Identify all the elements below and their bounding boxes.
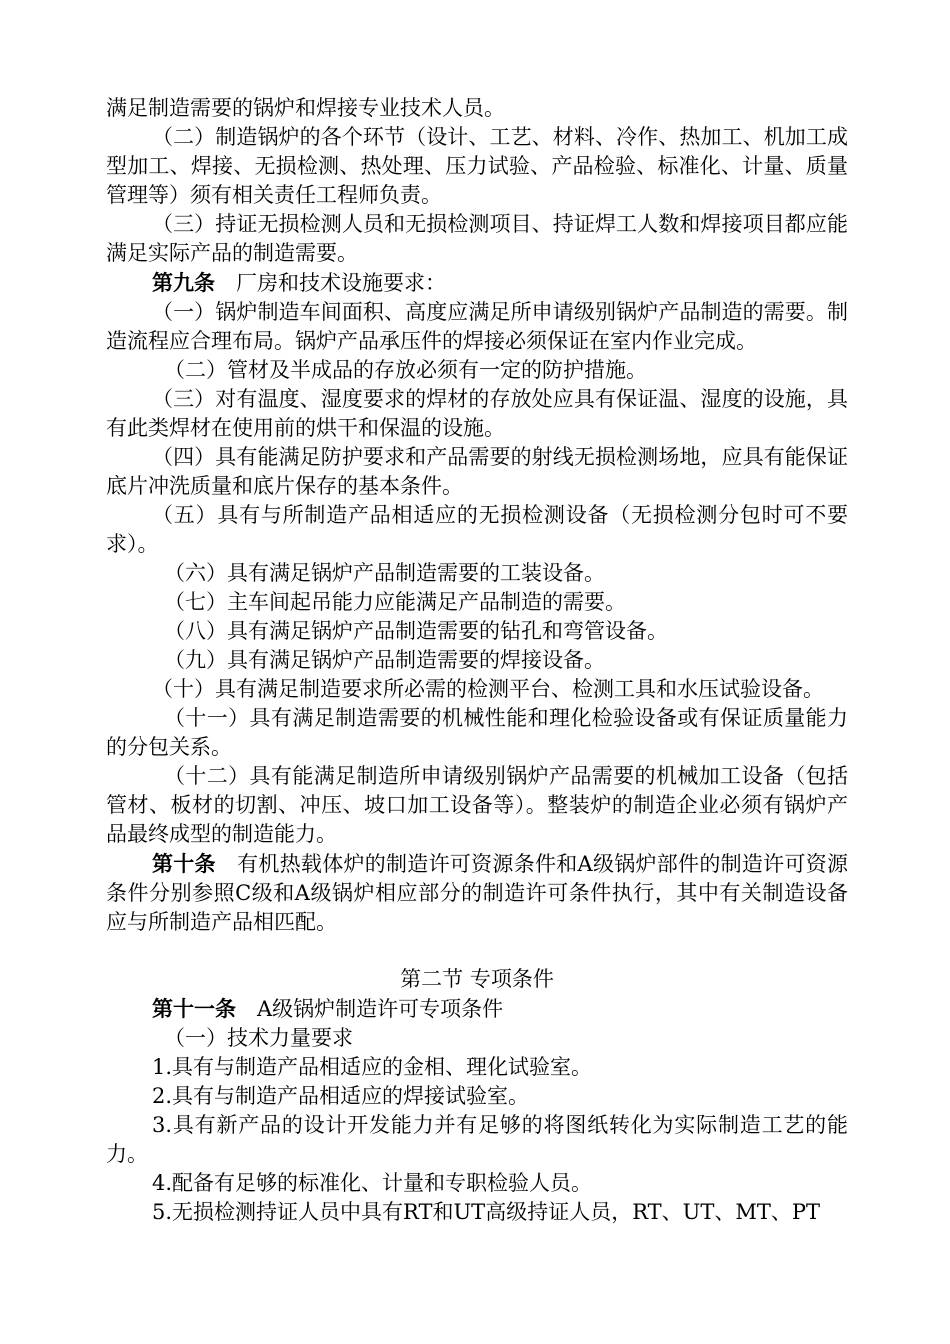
paragraph-text: （十一）具有满足制造需要的机械性能和理化检验设备或有保证质量能力的分包关系。	[106, 706, 848, 759]
paragraph-q2	[106, 1024, 848, 1053]
paragraph-text: （十二）具有能满足制造所申请级别锅炉产品需要的机械加工设备（包括管材、板材的切割、冲压、坡口加工设备等）。整装炉的制造企业必须有锅炉产品最终成型的制造能力。	[106, 764, 848, 846]
paragraph-text: 4.配备有足够的标准化、计量和专职检验人员。	[152, 1171, 593, 1195]
paragraph-text: （三）持证无损检测人员和无损检测项目、持证焊工人数和焊接项目都应能满足实际产品的制造需要。	[106, 212, 848, 265]
paragraph-p3	[106, 210, 848, 268]
paragraph-p5	[106, 298, 848, 356]
paragraph-text: 2.具有与制造产品相适应的焊接试验室。	[152, 1084, 530, 1108]
paragraph-text: 有机热载体炉的制造许可资源条件和A级锅炉部件的制造许可资源条件分别参照C级和A级锅炉相应部分的制造许可条件执行，其中有关制造设备应与所制造产品相匹配。	[106, 852, 848, 934]
paragraph-p14	[106, 675, 848, 704]
paragraph-text: （一）技术力量要求	[164, 1026, 353, 1050]
paragraph-text: （三）对有温度、湿度要求的焊材的存放处应具有保证温、湿度的设施，具有此类焊材在使用前的烘干和保温的设施。	[106, 387, 848, 440]
paragraph-p16	[106, 762, 848, 849]
paragraph-text: （五）具有与所制造产品相适应的无损检测设备（无损检测分包时可不要求）。	[106, 503, 848, 556]
article-heading: 第十条	[152, 851, 216, 876]
paragraph-text: （十）具有满足制造要求所必需的检测平台、检测工具和水压试验设备。	[152, 677, 824, 701]
paragraph-text: （九）具有满足锅炉产品制造需要的焊接设备。	[164, 648, 605, 672]
paragraph-p8	[106, 443, 848, 501]
paragraph-p4	[106, 268, 848, 298]
paragraph-text: A级锅炉制造许可专项条件	[236, 997, 504, 1021]
paragraph-q5	[106, 1111, 848, 1169]
paragraph-p6	[106, 356, 848, 385]
paragraph-p11	[106, 588, 848, 617]
paragraph-p15	[106, 704, 848, 762]
paragraph-text: （八）具有满足锅炉产品制造需要的钻孔和弯管设备。	[164, 619, 668, 643]
paragraph-text: （二）制造锅炉的各个环节（设计、工艺、材料、冷作、热加工、机加工成型加工、焊接、无损检测、热处理、压力试验、产品检验、标准化、计量、质量管理等）须有相关责任工程师负责。	[106, 125, 848, 207]
paragraph-text: （七）主车间起吊能力应能满足产品制造的需要。	[164, 590, 626, 614]
paragraph-text: 满足制造需要的锅炉和焊接专业技术人员。	[106, 96, 505, 120]
paragraph-p9	[106, 501, 848, 559]
section-title: 第二节 专项条件	[400, 967, 554, 991]
document-body	[106, 94, 848, 1227]
paragraph-p1	[106, 94, 848, 123]
paragraph-text: 5.无损检测持证人员中具有RT和UT高级持证人员，RT、UT、MT、PT	[152, 1200, 820, 1224]
paragraph-text: （四）具有能满足防护要求和产品需要的射线无损检测场地，应具有能保证底片冲洗质量和底片保存的基本条件。	[106, 445, 848, 498]
paragraph-p12	[106, 617, 848, 646]
article-heading: 第十一条	[152, 996, 236, 1021]
paragraph-text: （二）管材及半成品的存放必须有一定的防护措施。	[164, 358, 647, 382]
paragraph-p17	[106, 849, 848, 937]
paragraph-text: 厂房和技术设施要求：	[215, 271, 446, 295]
paragraph-p10	[106, 559, 848, 588]
paragraph-text: （六）具有满足锅炉产品制造需要的工装设备。	[164, 561, 605, 585]
paragraph-q7	[106, 1198, 848, 1227]
paragraph-text: 3.具有新产品的设计开发能力并有足够的将图纸转化为实际制造工艺的能力。	[106, 1113, 848, 1166]
paragraph-p2	[106, 123, 848, 210]
paragraph-text: （一）锅炉制造车间面积、高度应满足所申请级别锅炉产品制造的需要。制造流程应合理布局。锅炉产品承压件的焊接必须保证在室内作业完成。	[106, 300, 848, 353]
paragraph-q1	[106, 994, 848, 1024]
paragraph-q3	[106, 1053, 848, 1082]
paragraph-q6	[106, 1169, 848, 1198]
paragraph-text: 1.具有与制造产品相适应的金相、理化试验室。	[152, 1055, 593, 1079]
article-heading: 第九条	[152, 270, 215, 295]
paragraph-p13	[106, 646, 848, 675]
paragraph-p7	[106, 385, 848, 443]
paragraph-q4	[106, 1082, 848, 1111]
